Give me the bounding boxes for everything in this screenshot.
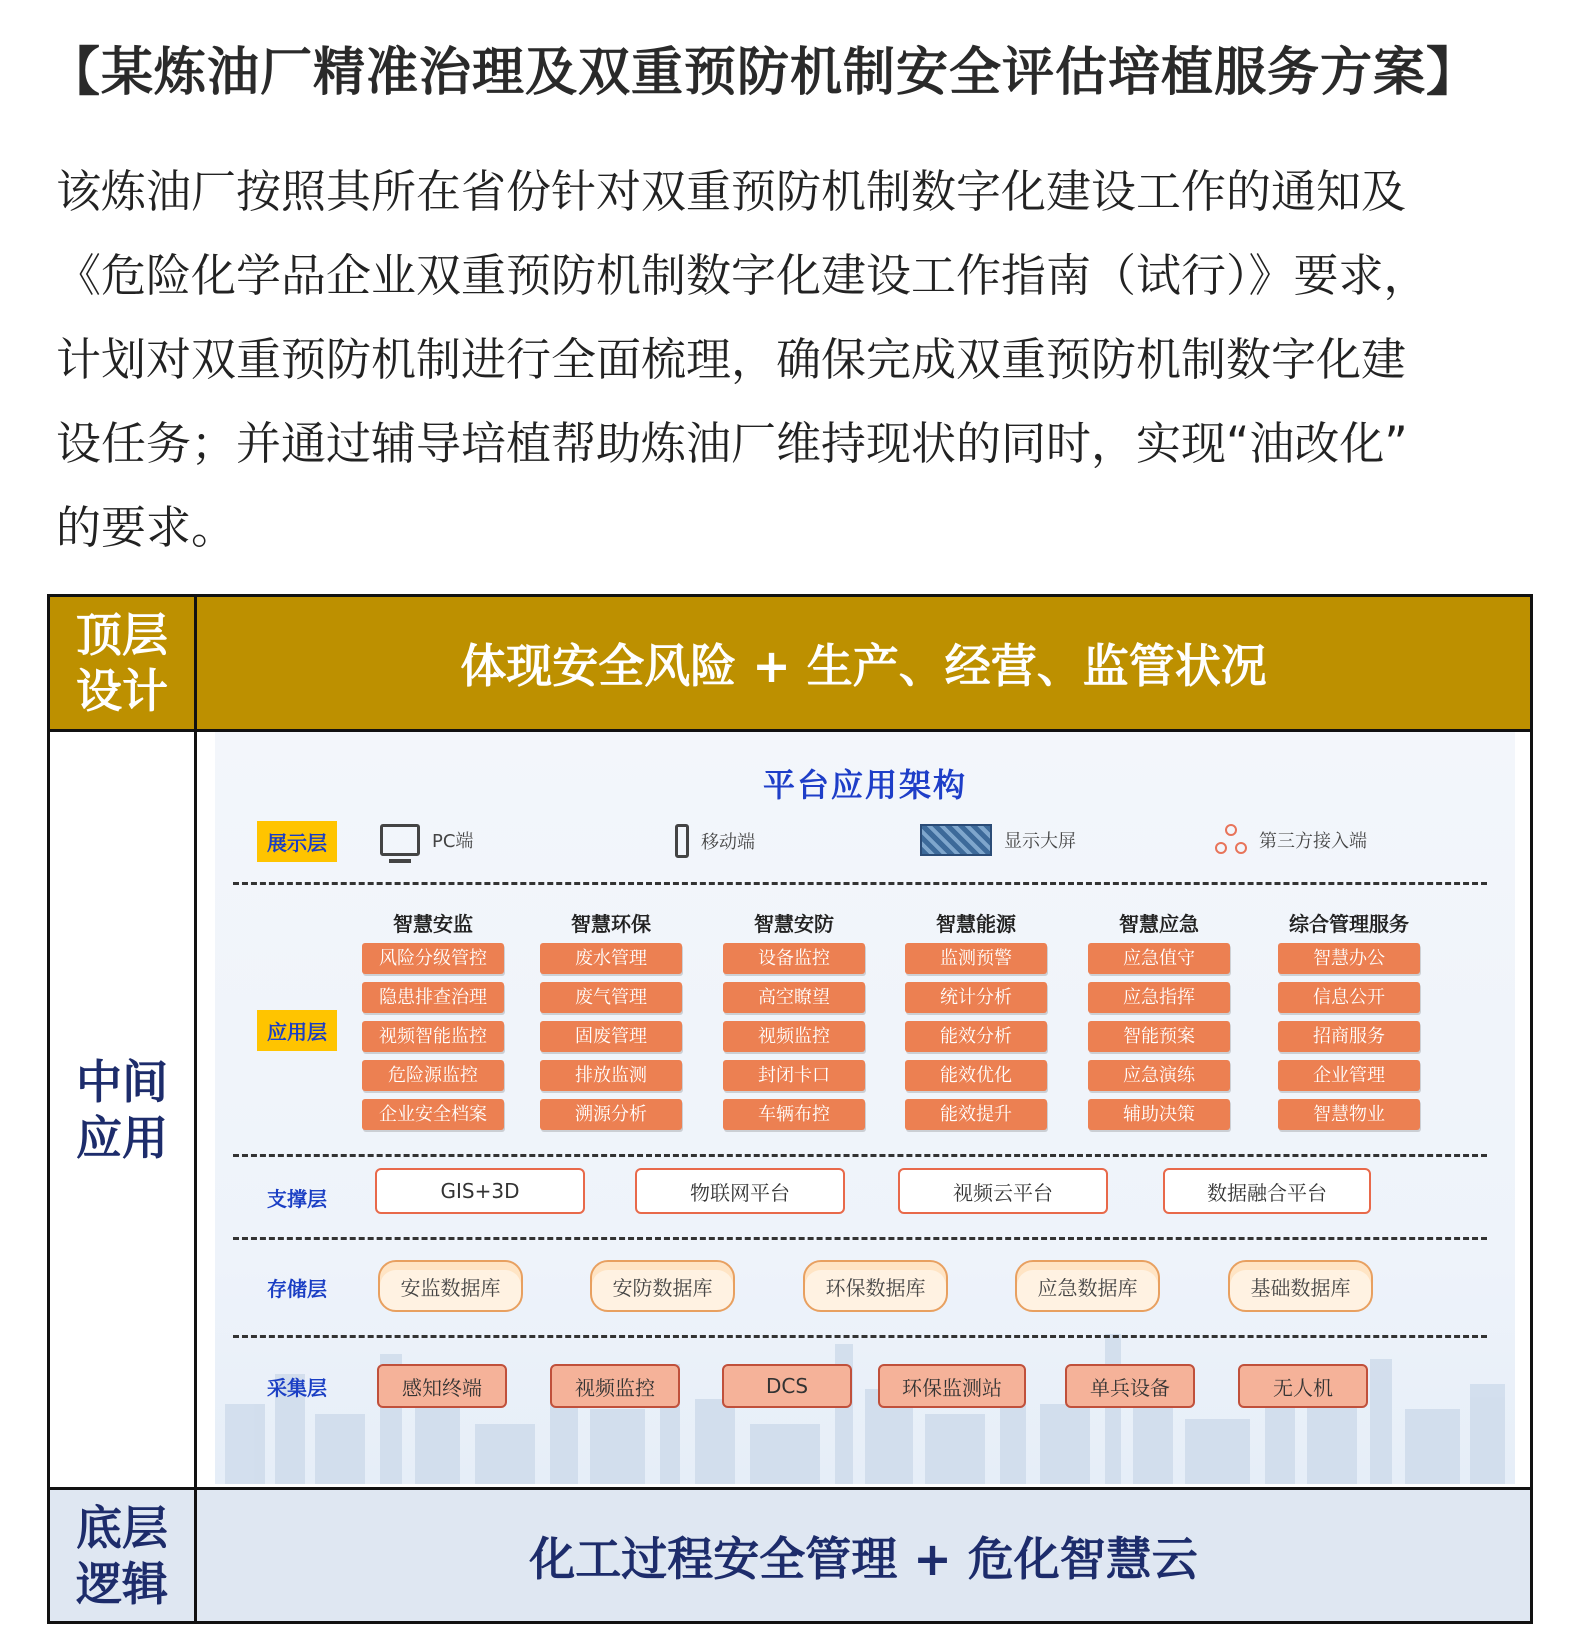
row-label-line: 应用 — [76, 1110, 168, 1165]
app-column-heading: 智慧环保 — [571, 912, 651, 936]
layer-divider — [233, 1154, 1487, 1157]
phone-icon — [675, 824, 689, 858]
row-label-top — [50, 597, 197, 729]
display-item-label: 第三方接入端 — [1259, 831, 1367, 852]
database-item: 基础数据库 — [1228, 1260, 1373, 1312]
app-module: 危险源监控 — [362, 1060, 504, 1091]
page-title: 【某炼油厂精准治理及双重预防机制安全评估培植服务方案】 — [48, 43, 1480, 103]
collection-item: 单兵设备 — [1065, 1364, 1195, 1408]
app-column-heading: 智慧能源 — [936, 912, 1016, 936]
collection-item: 无人机 — [1238, 1364, 1368, 1408]
database-item: 安防数据库 — [590, 1260, 735, 1312]
display-item-pc — [380, 824, 473, 856]
layer-label-collection: 采集层 — [267, 1376, 327, 1400]
app-module: 辅助决策 — [1088, 1099, 1230, 1130]
row-label-line: 中间 — [76, 1054, 168, 1109]
support-item: 物联网平台 — [635, 1168, 845, 1214]
support-item: GIS+3D — [375, 1168, 585, 1214]
support-item: 数据融合平台 — [1163, 1168, 1371, 1214]
app-module: 应急指挥 — [1088, 982, 1230, 1013]
app-module: 企业管理 — [1278, 1060, 1420, 1091]
display-item-label: PC端 — [432, 831, 474, 852]
row-label-line: 顶层 — [76, 608, 168, 662]
row-label-middle — [50, 732, 197, 1487]
display-item-label: 移动端 — [701, 832, 755, 853]
app-column-heading: 智慧安监 — [393, 912, 473, 936]
app-module: 应急演练 — [1088, 1060, 1230, 1091]
app-module: 排放监测 — [540, 1060, 682, 1091]
collection-item: 环保监测站 — [878, 1364, 1026, 1408]
layer-divider — [233, 882, 1487, 885]
row-label-line: 设计 — [76, 664, 168, 718]
app-module: 监测预警 — [905, 943, 1047, 974]
third-party-icon — [1215, 824, 1247, 856]
collection-item: 视频监控 — [550, 1364, 680, 1408]
layer-label-storage: 存储层 — [267, 1277, 327, 1301]
app-module: 废水管理 — [540, 943, 682, 974]
row-label-line: 逻辑 — [76, 1556, 168, 1611]
app-module: 能效分析 — [905, 1021, 1047, 1052]
middle-application-row — [50, 732, 1530, 1490]
layer-divider — [233, 1237, 1487, 1240]
database-item: 安监数据库 — [378, 1260, 523, 1312]
app-module: 固废管理 — [540, 1021, 682, 1052]
app-column-safety-supervision — [362, 908, 504, 1138]
support-item: 视频云平台 — [898, 1168, 1108, 1214]
display-item-third-party — [1215, 824, 1367, 856]
app-module: 废气管理 — [540, 982, 682, 1013]
database-item: 环保数据库 — [803, 1260, 948, 1312]
intro-line: 《危险化学品企业双重预防机制数字化建设工作指南（试行）》要求， — [56, 249, 1429, 302]
top-band-text: 体现安全风险 + 生产、经营、监管状况 — [460, 639, 1267, 693]
intro-paragraph — [56, 150, 1536, 570]
bottom-band-text: 化工过程安全管理 + 危化智慧云 — [529, 1531, 1198, 1586]
row-label-bottom — [50, 1490, 197, 1621]
app-module: 风险分级管控 — [362, 943, 504, 974]
app-module: 招商服务 — [1278, 1021, 1420, 1052]
platform-architecture-diagram — [215, 732, 1515, 1484]
intro-line: 设任务；并通过辅导培植帮助炼油厂维持现状的同时，实现“油改化” — [56, 417, 1408, 470]
display-item-bigscreen — [920, 824, 1076, 856]
app-module: 隐患排查治理 — [362, 982, 504, 1013]
app-module: 信息公开 — [1278, 982, 1420, 1013]
app-column-heading: 智慧安防 — [754, 912, 834, 936]
bottom-logic-row — [50, 1490, 1530, 1621]
collection-item: 感知终端 — [377, 1364, 507, 1408]
app-module: 高空瞭望 — [723, 982, 865, 1013]
app-module: 车辆布控 — [723, 1099, 865, 1130]
app-module: 智慧办公 — [1278, 943, 1420, 974]
app-module: 视频监控 — [723, 1021, 865, 1052]
layer-label-application: 应用层 — [257, 1010, 337, 1051]
app-module: 智慧物业 — [1278, 1099, 1420, 1130]
intro-line: 计划对双重预防机制进行全面梳理，确保完成双重预防机制数字化建 — [56, 333, 1407, 386]
intro-line: 的要求。 — [56, 501, 237, 554]
layer-label-support: 支撑层 — [267, 1187, 327, 1211]
app-module: 封闭卡口 — [723, 1060, 865, 1091]
database-item: 应急数据库 — [1015, 1260, 1160, 1312]
screen-icon — [920, 824, 992, 856]
display-item-label: 显示大屏 — [1004, 831, 1076, 852]
monitor-icon — [380, 824, 420, 856]
layer-label-display: 展示层 — [257, 821, 337, 862]
architecture-table — [47, 594, 1533, 1624]
top-design-row — [50, 597, 1530, 732]
app-column-emergency — [1088, 908, 1230, 1138]
app-column-energy — [905, 908, 1047, 1138]
app-module: 能效优化 — [905, 1060, 1047, 1091]
collection-item: DCS — [722, 1364, 852, 1408]
row-label-line: 底层 — [76, 1500, 168, 1555]
layer-divider — [233, 1335, 1487, 1338]
app-column-heading: 智慧应急 — [1119, 912, 1199, 936]
app-module: 智能预案 — [1088, 1021, 1230, 1052]
app-module: 设备监控 — [723, 943, 865, 974]
app-module: 视频智能监控 — [362, 1021, 504, 1052]
app-module: 应急值守 — [1088, 943, 1230, 974]
intro-line: 该炼油厂按照其所在省份针对双重预防机制数字化建设工作的通知及 — [56, 165, 1407, 218]
app-module: 溯源分析 — [540, 1099, 682, 1130]
app-column-heading: 综合管理服务 — [1289, 912, 1409, 936]
app-module: 企业安全档案 — [362, 1099, 504, 1130]
app-column-security — [723, 908, 865, 1138]
architecture-title: 平台应用架构 — [762, 766, 967, 804]
app-column-integrated-management — [1278, 908, 1420, 1138]
app-module: 统计分析 — [905, 982, 1047, 1013]
app-column-environment — [540, 908, 682, 1138]
app-module: 能效提升 — [905, 1099, 1047, 1130]
display-item-mobile — [675, 824, 755, 858]
